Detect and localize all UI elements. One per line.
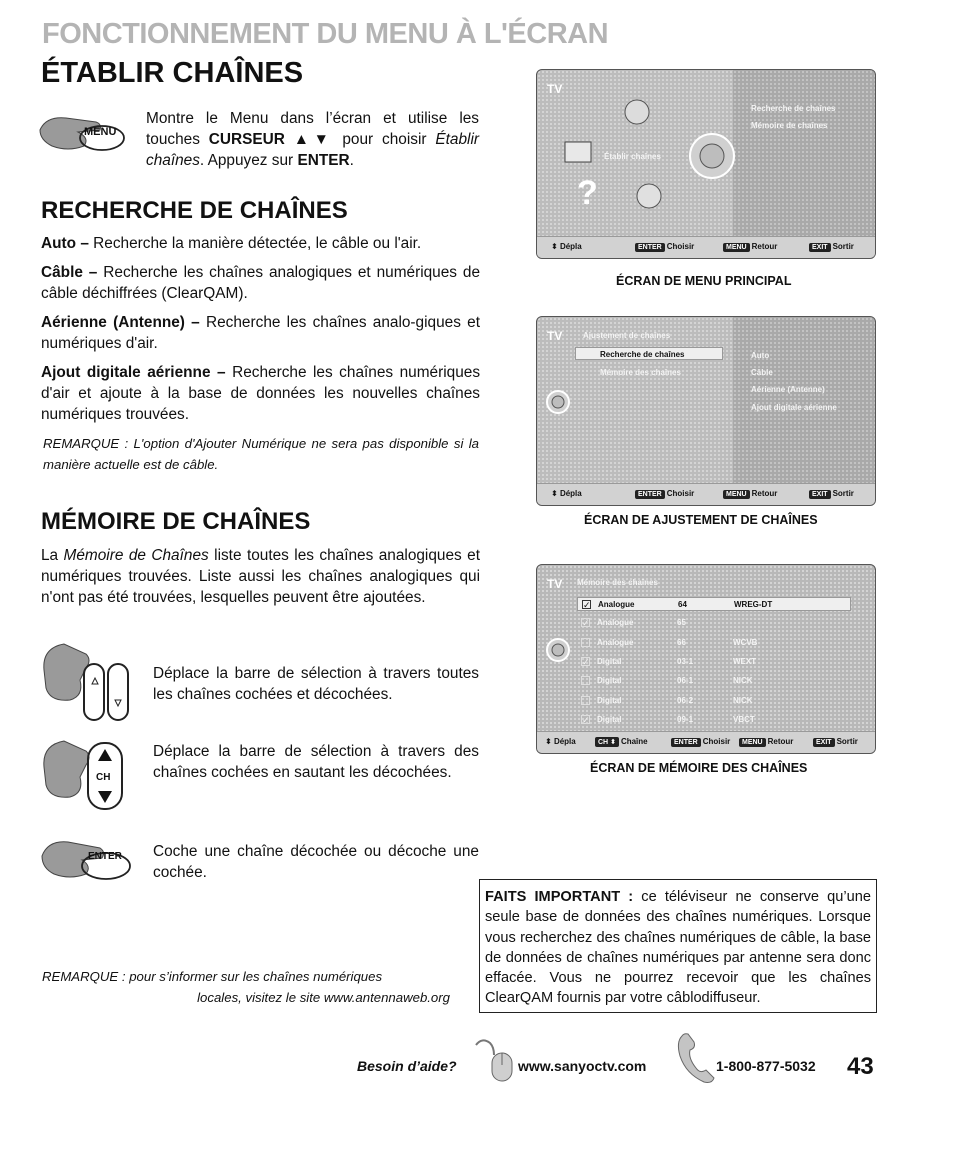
main-menu-caption: ÉCRAN DE MENU PRINCIPAL xyxy=(616,274,792,288)
phone-number: 1-800-877-5032 xyxy=(716,1058,816,1074)
svg-text:CH: CH xyxy=(96,772,111,783)
channel-checkbox[interactable] xyxy=(581,638,590,647)
channel-number: 66 xyxy=(677,637,686,647)
memory-button-bar xyxy=(537,731,875,753)
adjust-right-item-cable: Câble xyxy=(751,368,773,377)
step-move-text: Déplace la barre de sélection à travers toutes les chaînes cochées et décochées. xyxy=(153,665,479,703)
step-skip-text: Déplace la barre de sélection à travers des chaînes cochées en sautant les décochées. xyxy=(153,743,479,781)
bar-exit: EXIT Sortir xyxy=(809,489,854,499)
channel-row[interactable] xyxy=(577,655,851,669)
adjust-left-item-memory: Mémoire des chaînes xyxy=(600,368,681,377)
menu-right-item-memory: Mémoire de chaînes xyxy=(751,121,828,130)
memory-caption: ÉCRAN DE MÉMOIRE DES CHAÎNES xyxy=(590,761,808,775)
bar-menu: MENU Retour xyxy=(739,737,793,747)
main-menu-screen xyxy=(536,69,876,259)
memory-text: La Mémoire de Chaînes liste toutes les chaînes analogiques et numériques trouvées. Liste aussi les chaînes analogiques qui n'ont pas été trouvées, lesquelles peuvent être ajoutées. xyxy=(41,547,480,606)
svg-text:?: ? xyxy=(577,174,598,212)
channel-name: VBCT xyxy=(733,714,755,724)
search-item-cable: Câble – Recherche les chaînes analogiques et numériques de câble déchiffrées (ClearQAM). xyxy=(41,264,481,302)
main-menu-button-bar xyxy=(537,236,875,258)
adjust-left-item-search: Recherche de chaînes xyxy=(600,350,685,359)
search-section-title: RECHERCHE DE CHAÎNES xyxy=(41,197,348,224)
channel-type: Digital xyxy=(597,695,622,705)
channel-name: WCVB xyxy=(733,637,758,647)
bar-enter: ENTER Choisir xyxy=(671,737,730,747)
menu-right-item-search: Recherche de chaînes xyxy=(751,104,836,113)
channel-type: Analogue xyxy=(597,618,634,628)
channel-row[interactable] xyxy=(577,713,851,727)
search-item-air: Aérienne (Antenne) – Recherche les chaînes analo-giques et numériques d'air. xyxy=(41,314,480,352)
channel-checkbox[interactable] xyxy=(581,676,590,685)
adjust-screen xyxy=(536,316,876,506)
channel-checkbox[interactable]: ✓ xyxy=(582,618,590,629)
tv-label: TV xyxy=(547,329,563,343)
channel-row[interactable] xyxy=(577,636,851,650)
memory-section-title: MÉMOIRE DE CHAÎNES xyxy=(41,508,311,535)
channel-name: WEXT xyxy=(733,656,757,666)
help-text: Besoin d’aide? xyxy=(357,1058,457,1074)
menu-icons xyxy=(557,96,737,241)
channel-type: Digital xyxy=(597,676,622,686)
channel-checkbox[interactable] xyxy=(581,696,590,705)
channel-type: Digital xyxy=(597,656,622,666)
setup-icon xyxy=(543,635,573,665)
search-item-auto: Auto – Recherche la manière détectée, le câble ou l'air. xyxy=(41,235,422,252)
channel-row[interactable] xyxy=(577,694,851,708)
adjust-right-item-digital: Ajout digitale aérienne xyxy=(751,403,837,412)
bar-exit: EXIT Sortir xyxy=(809,242,854,252)
section-header: FONCTIONNEMENT DU MENU À L'ÉCRAN xyxy=(42,18,609,50)
important-facts-box: FAITS IMPORTANT : ce téléviseur ne conserve qu’une seule base de données des chaînes numériques. Lorsque vous recherchez des chaînes numériques de câble, la base de données de chaînes numériques par antenne sera donc effacée. Vous ne pourrez recevoir que les chaînes ClearQAM fournis par votre câblodiffuseur. xyxy=(479,879,877,1013)
step-check-text: Coche une chaîne décochée ou décoche une cochée. xyxy=(153,843,479,881)
channel-type: Analogue xyxy=(597,637,634,647)
bar-exit: EXIT Sortir xyxy=(813,737,858,747)
svg-text:ENTER: ENTER xyxy=(88,851,122,862)
search-item-digital-air: Ajout digitale aérienne – Recherche les chaînes numériques d'air et ajoute à la base de données les nouvelles chaînes numériques trouvées. xyxy=(41,364,481,423)
bar-move: ⬍ Dépla xyxy=(551,489,582,498)
channel-type: Digital xyxy=(597,714,622,724)
memory-screen-title: Mémoire des chaînes xyxy=(577,578,658,587)
bar-move: ⬍ Dépla xyxy=(545,737,576,746)
menu-center-label: Établir chaînes xyxy=(604,152,661,161)
channel-number: 06-1 xyxy=(677,676,694,686)
channel-checkbox[interactable]: ✓ xyxy=(582,714,590,725)
channel-row[interactable] xyxy=(577,674,851,688)
channel-name: WREG-DT xyxy=(734,600,773,609)
adjust-button-bar xyxy=(537,483,875,505)
tv-label: TV xyxy=(547,82,563,96)
channel-row[interactable] xyxy=(577,616,851,630)
bar-ch: CH ⬍ Chaîne xyxy=(595,737,648,747)
ch-remote-icon xyxy=(40,737,130,811)
search-note: REMARQUE : L'option d'Ajouter Numérique ne sera pas disponible si la manière actuelle est de câble. xyxy=(43,436,479,472)
page-title: ÉTABLIR CHAÎNES xyxy=(41,57,304,89)
channel-number: 64 xyxy=(678,600,687,609)
tv-label: TV xyxy=(547,577,563,591)
bar-menu: MENU Retour xyxy=(723,489,777,499)
channel-name: NICK xyxy=(733,676,753,686)
arrow-keys-remote-icon xyxy=(40,640,136,724)
adjust-right-item-air: Aérienne (Antenne) xyxy=(751,385,825,394)
website-link[interactable]: www.sanyoctv.com xyxy=(518,1058,647,1074)
menu-remote-icon xyxy=(38,108,126,154)
phone-icon xyxy=(674,1030,716,1086)
memory-screen xyxy=(536,564,876,754)
adjust-right-item-auto: Auto xyxy=(751,351,770,360)
bar-enter: ENTER Choisir xyxy=(635,242,694,252)
setup-icon xyxy=(543,387,573,417)
memory-note: REMARQUE : pour s’informer sur les chaînes numériques locales, visitez le site www.antennaweb.org xyxy=(42,969,450,1005)
channel-name: NICK xyxy=(733,695,753,705)
mouse-icon xyxy=(472,1035,516,1083)
channel-checkbox[interactable]: ✓ xyxy=(583,600,591,610)
enter-remote-icon xyxy=(40,834,132,886)
channel-number: 09-1 xyxy=(677,714,694,724)
main-menu-right-panel xyxy=(733,70,875,236)
page-number: 43 xyxy=(847,1053,874,1080)
bar-menu: MENU Retour xyxy=(723,242,777,252)
channel-row[interactable] xyxy=(577,597,851,611)
adjust-caption: ÉCRAN DE AJUSTEMENT DE CHAÎNES xyxy=(584,513,818,527)
adjust-right-panel xyxy=(733,317,875,483)
svg-text:MENU: MENU xyxy=(84,126,117,138)
channel-number: 03-1 xyxy=(677,656,694,666)
channel-checkbox[interactable]: ✓ xyxy=(582,656,590,667)
bar-move: ⬍ Dépla xyxy=(551,242,582,251)
adjust-title: Ajustement de chaînes xyxy=(583,331,671,340)
channel-number: 65 xyxy=(677,618,686,628)
intro-text: Montre le Menu dans l’écran et utilise les touches CURSEUR ▲▼ pour choisir Établir chaînes. Appuyez sur ENTER. xyxy=(146,110,479,169)
channel-number: 06-2 xyxy=(677,695,694,705)
channel-type: Analogue xyxy=(598,600,635,609)
bar-enter: ENTER Choisir xyxy=(635,489,694,499)
